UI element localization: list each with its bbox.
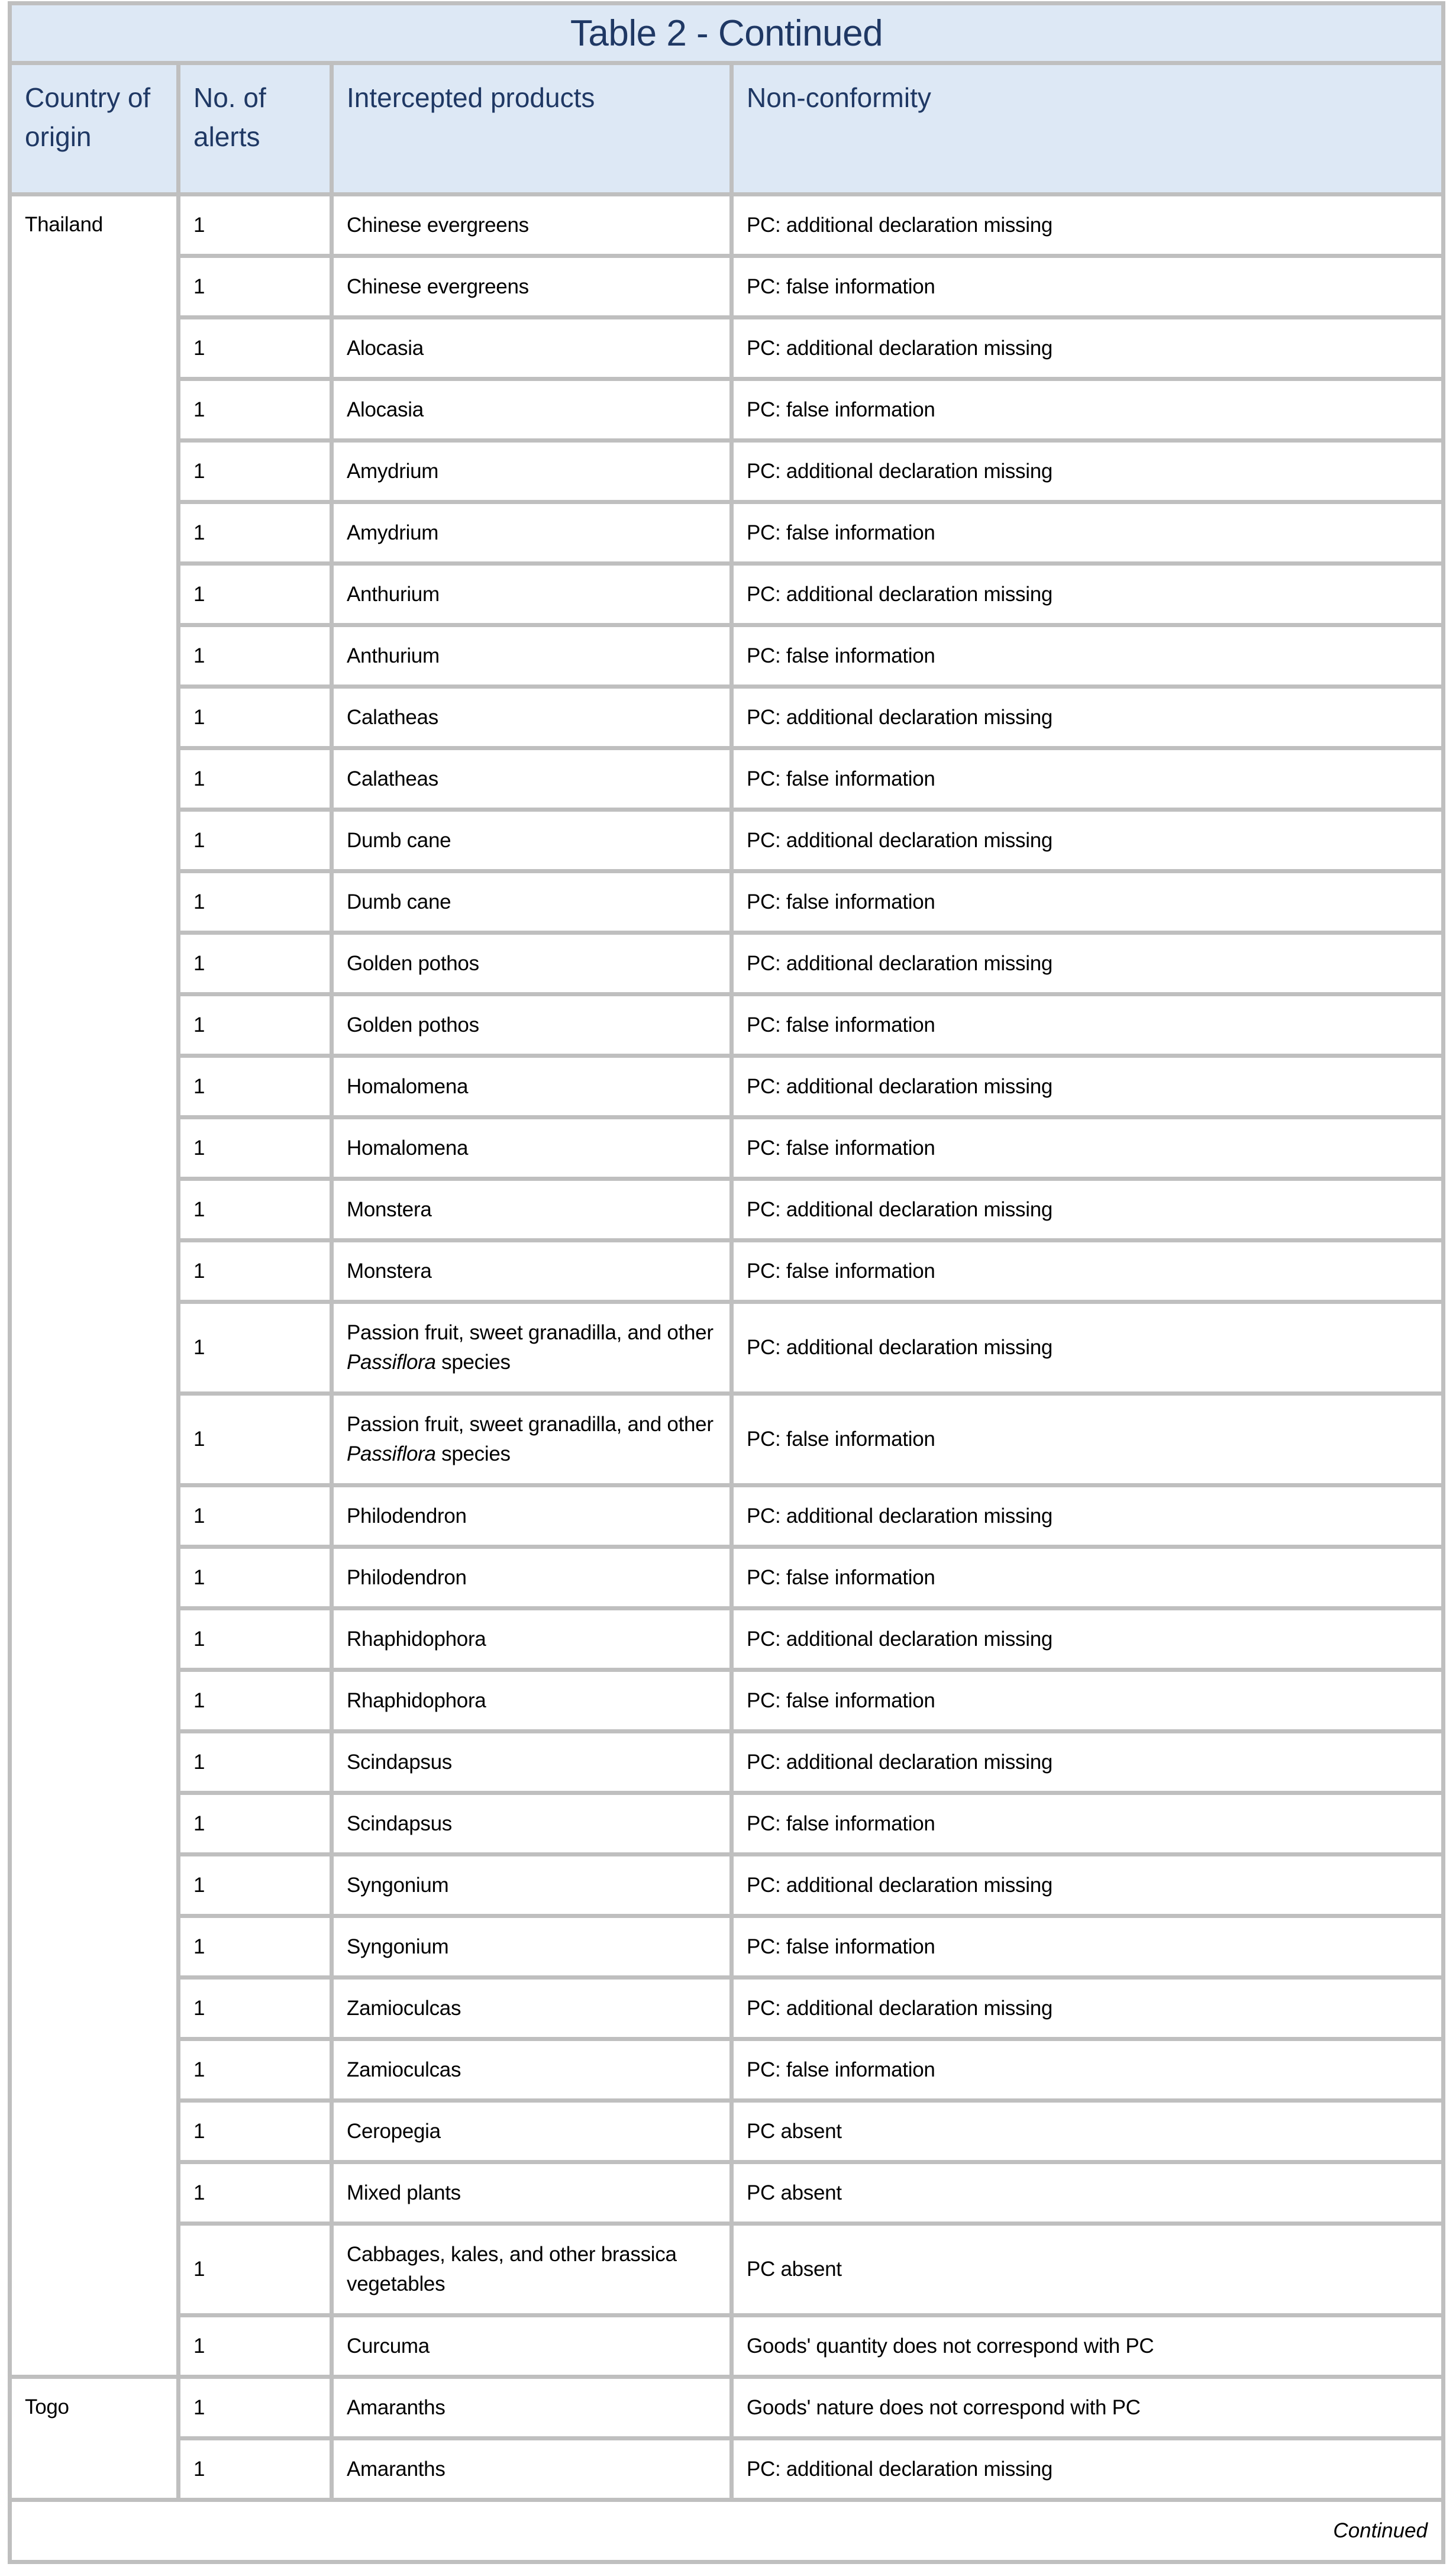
nonconformity-cell: PC: additional declaration missing xyxy=(732,564,1444,625)
table-row xyxy=(10,441,1444,502)
nonconformity-cell: PC: false information xyxy=(732,871,1444,933)
alerts-cell: 1 xyxy=(179,1486,332,1547)
product-cell xyxy=(332,1302,732,1394)
nonconformity-cell: PC: additional declaration missing xyxy=(732,318,1444,379)
table-row xyxy=(10,1394,1444,1486)
nonconformity-cell: PC: additional declaration missing xyxy=(732,1732,1444,1793)
table-row xyxy=(10,994,1444,1056)
alerts-cell: 1 xyxy=(179,1118,332,1179)
alerts-cell: 1 xyxy=(179,687,332,748)
alerts-cell: 1 xyxy=(179,625,332,687)
table-row xyxy=(10,564,1444,625)
alerts-cell: 1 xyxy=(179,441,332,502)
alerts-cell: 1 xyxy=(179,1547,332,1609)
nonconformity-cell: PC: additional declaration missing xyxy=(732,1855,1444,1916)
nonconformity-cell: PC: false information xyxy=(732,1118,1444,1179)
table-row xyxy=(10,2377,1444,2439)
product-cell: Alocasia xyxy=(332,379,732,441)
product-cell: Syngonium xyxy=(332,1916,732,1978)
product-cell: Homalomena xyxy=(332,1118,732,1179)
nonconformity-cell: PC: additional declaration missing xyxy=(732,441,1444,502)
table-row xyxy=(10,1978,1444,2039)
product-cell: Anthurium xyxy=(332,564,732,625)
table-row xyxy=(10,810,1444,871)
table-row xyxy=(10,1670,1444,1732)
alerts-cell: 1 xyxy=(179,2316,332,2377)
product-cell: Golden pothos xyxy=(332,933,732,994)
table-row xyxy=(10,379,1444,441)
country-cell: Togo xyxy=(10,2377,179,2500)
alerts-cell: 1 xyxy=(179,1394,332,1486)
alerts-cell: 1 xyxy=(179,2377,332,2439)
alerts-cell: 1 xyxy=(179,1241,332,1302)
nonconformity-cell: PC: additional declaration missing xyxy=(732,1978,1444,2039)
product-cell: Philodendron xyxy=(332,1547,732,1609)
table-row xyxy=(10,195,1444,256)
table-row xyxy=(10,1486,1444,1547)
product-cell: Alocasia xyxy=(332,318,732,379)
table-row xyxy=(10,1302,1444,1394)
product-cell: Amaranths xyxy=(332,2439,732,2500)
table-row xyxy=(10,502,1444,564)
product-cell: Zamioculcas xyxy=(332,1978,732,2039)
table-row xyxy=(10,933,1444,994)
table-row xyxy=(10,1916,1444,1978)
product-cell: Rhaphidophora xyxy=(332,1670,732,1732)
table-row xyxy=(10,256,1444,318)
product-suffix: species xyxy=(441,1351,511,1374)
header-country: Country of origin xyxy=(10,63,179,195)
nonconformity-cell: Goods' nature does not correspond with PC xyxy=(732,2377,1444,2439)
nonconformity-cell: PC: false information xyxy=(732,748,1444,810)
table-row xyxy=(10,1179,1444,1241)
nonconformity-cell: Goods' quantity does not correspond with PC xyxy=(732,2316,1444,2377)
table-row xyxy=(10,2039,1444,2101)
table-row xyxy=(10,748,1444,810)
alerts-cell: 1 xyxy=(179,1609,332,1670)
nonconformity-cell: PC: false information xyxy=(732,1547,1444,1609)
product-cell: Ceropegia xyxy=(332,2101,732,2162)
alerts-cell: 1 xyxy=(179,379,332,441)
product-cell: Zamioculcas xyxy=(332,2039,732,2101)
nonconformity-cell: PC absent xyxy=(732,2224,1444,2316)
nonconformity-cell: PC: false information xyxy=(732,379,1444,441)
continued-note: Continued xyxy=(10,2500,1444,2562)
alerts-cell: 1 xyxy=(179,933,332,994)
alerts-cell: 1 xyxy=(179,2224,332,2316)
product-cell: Rhaphidophora xyxy=(332,1609,732,1670)
alerts-cell: 1 xyxy=(179,1179,332,1241)
table-row xyxy=(10,687,1444,748)
nonconformity-cell: PC: additional declaration missing xyxy=(732,195,1444,256)
alerts-cell: 1 xyxy=(179,564,332,625)
product-cell: Chinese evergreens xyxy=(332,195,732,256)
nonconformity-cell: PC: false information xyxy=(732,1394,1444,1486)
nonconformity-cell: PC: additional declaration missing xyxy=(732,2439,1444,2500)
alerts-cell: 1 xyxy=(179,1793,332,1855)
product-cell: Dumb cane xyxy=(332,810,732,871)
alerts-cell: 1 xyxy=(179,1670,332,1732)
alerts-cell: 1 xyxy=(179,502,332,564)
nonconformity-cell: PC: false information xyxy=(732,1916,1444,1978)
alerts-cell: 1 xyxy=(179,994,332,1056)
alerts-cell: 1 xyxy=(179,2101,332,2162)
country-cell: Thailand xyxy=(10,195,179,2377)
table-row xyxy=(10,1118,1444,1179)
nonconformity-cell: PC: additional declaration missing xyxy=(732,1609,1444,1670)
nonconformity-cell: PC absent xyxy=(732,2101,1444,2162)
table-row xyxy=(10,2224,1444,2316)
product-cell: Scindapsus xyxy=(332,1732,732,1793)
product-suffix: species xyxy=(441,1442,511,1465)
alerts-cell: 1 xyxy=(179,2039,332,2101)
nonconformity-cell: PC: false information xyxy=(732,2039,1444,2101)
nonconformity-cell: PC: additional declaration missing xyxy=(732,933,1444,994)
table-row xyxy=(10,1793,1444,1855)
nonconformity-cell: PC: false information xyxy=(732,502,1444,564)
nonconformity-cell: PC absent xyxy=(732,2162,1444,2224)
table-row xyxy=(10,1732,1444,1793)
nonconformity-cell: PC: false information xyxy=(732,994,1444,1056)
table-row xyxy=(10,1609,1444,1670)
nonconformity-cell: PC: additional declaration missing xyxy=(732,1179,1444,1241)
product-cell: Mixed plants xyxy=(332,2162,732,2224)
table-body xyxy=(10,195,1444,2500)
alerts-cell: 1 xyxy=(179,1302,332,1394)
table-row xyxy=(10,1547,1444,1609)
nonconformity-cell: PC: additional declaration missing xyxy=(732,1056,1444,1118)
footer-row xyxy=(10,2500,1444,2562)
table-row xyxy=(10,2439,1444,2500)
nonconformity-cell: PC: false information xyxy=(732,1793,1444,1855)
table-row xyxy=(10,2316,1444,2377)
product-cell xyxy=(332,1394,732,1486)
product-cell: Monstera xyxy=(332,1241,732,1302)
product-cell: Golden pothos xyxy=(332,994,732,1056)
alerts-cell: 1 xyxy=(179,2162,332,2224)
header-alerts: No. of alerts xyxy=(179,63,332,195)
product-cell: Amydrium xyxy=(332,502,732,564)
alerts-cell: 1 xyxy=(179,256,332,318)
product-text: Passion fruit, sweet granadilla, and other xyxy=(347,1321,714,1344)
alerts-cell: 1 xyxy=(179,1916,332,1978)
alerts-cell: 1 xyxy=(179,195,332,256)
table-row xyxy=(10,625,1444,687)
product-cell: Monstera xyxy=(332,1179,732,1241)
product-cell: Homalomena xyxy=(332,1056,732,1118)
header-nonconformity: Non-conformity xyxy=(732,63,1444,195)
product-cell: Syngonium xyxy=(332,1855,732,1916)
table-row xyxy=(10,1056,1444,1118)
header-row xyxy=(10,63,1444,195)
nonconformity-cell: PC: additional declaration missing xyxy=(732,1486,1444,1547)
nonconformity-cell: PC: additional declaration missing xyxy=(732,810,1444,871)
product-cell: Dumb cane xyxy=(332,871,732,933)
header-products: Intercepted products xyxy=(332,63,732,195)
nonconformity-cell: PC: false information xyxy=(732,256,1444,318)
product-cell: Calatheas xyxy=(332,748,732,810)
product-cell: Anthurium xyxy=(332,625,732,687)
title-row xyxy=(10,4,1444,63)
product-genus-italic: Passiflora xyxy=(347,1351,436,1374)
nonconformity-cell: PC: additional declaration missing xyxy=(732,1302,1444,1394)
table-row xyxy=(10,1241,1444,1302)
product-cell: Chinese evergreens xyxy=(332,256,732,318)
nonconformity-cell: PC: false information xyxy=(732,625,1444,687)
alerts-cell: 1 xyxy=(179,1855,332,1916)
nonconformity-cell: PC: false information xyxy=(732,1241,1444,1302)
alerts-cell: 1 xyxy=(179,871,332,933)
table-row xyxy=(10,2101,1444,2162)
nonconformity-cell: PC: false information xyxy=(732,1670,1444,1732)
product-cell: Scindapsus xyxy=(332,1793,732,1855)
alerts-cell: 1 xyxy=(179,2439,332,2500)
table-row xyxy=(10,871,1444,933)
product-cell: Cabbages, kales, and other brassica vegetables xyxy=(332,2224,732,2316)
table-row xyxy=(10,2162,1444,2224)
product-cell: Philodendron xyxy=(332,1486,732,1547)
table-row xyxy=(10,318,1444,379)
product-cell: Amydrium xyxy=(332,441,732,502)
product-genus-italic: Passiflora xyxy=(347,1442,436,1465)
alerts-cell: 1 xyxy=(179,1978,332,2039)
product-text: Passion fruit, sweet granadilla, and other xyxy=(347,1413,714,1436)
alerts-cell: 1 xyxy=(179,810,332,871)
table-title: Table 2 - Continued xyxy=(10,4,1444,63)
alerts-cell: 1 xyxy=(179,1056,332,1118)
alerts-cell: 1 xyxy=(179,1732,332,1793)
nonconformity-cell: PC: additional declaration missing xyxy=(732,687,1444,748)
product-cell: Curcuma xyxy=(332,2316,732,2377)
product-cell: Calatheas xyxy=(332,687,732,748)
alerts-cell: 1 xyxy=(179,318,332,379)
alerts-cell: 1 xyxy=(179,748,332,810)
product-cell: Amaranths xyxy=(332,2377,732,2439)
alerts-table xyxy=(8,1,1445,2564)
table-row xyxy=(10,1855,1444,1916)
